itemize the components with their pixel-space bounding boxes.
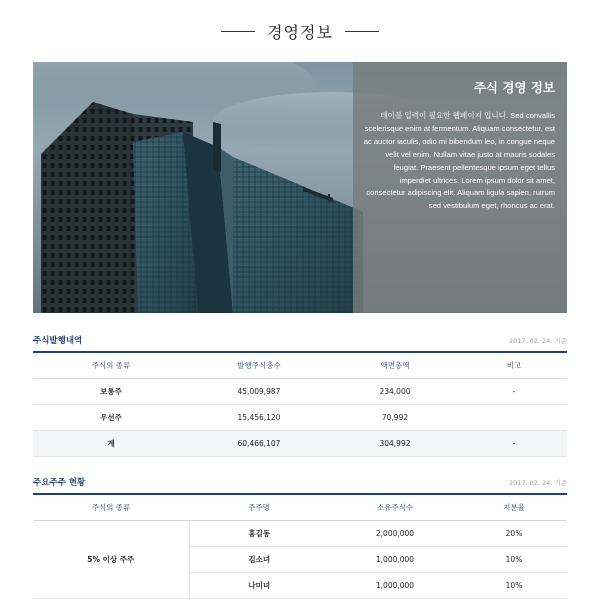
page-title: 경영정보 xyxy=(267,22,333,42)
hero-panel-body: 테이블 입력이 필요한 웹페이지 입니다. Sed convallis scelerisque enim at fermentum. Aliquam consectetur, est ac auctor iaculis, odio mi bibendum leo, in congue neque velit vel enim. Nullam vitae justo at mauris sodales feugiat. Praesent pellentesque ipsum eget tellus imperdiet ultrices. Lorem ipsum dolor sit amet, consectetur adipiscing elit. Aliquam ligula sapien, rutrum sed vestibulum eget, rhoncus ac erat. xyxy=(363,111,555,211)
hero-panel-title: 주식 경영 정보 xyxy=(473,80,555,95)
issuance-header xyxy=(33,329,567,351)
cell-ownership: 10% xyxy=(461,546,567,572)
table-row xyxy=(33,520,567,546)
hero-banner xyxy=(33,62,567,313)
column-header: 주식의 종류 xyxy=(33,494,189,520)
cell-ownership: 20% xyxy=(461,520,567,546)
cell-type: 계 xyxy=(33,430,189,456)
column-header: 액면총액 xyxy=(329,352,461,378)
cell-note: - xyxy=(461,378,567,404)
cell-type: 우선주 xyxy=(33,404,189,430)
cell-shares-owned: 1,000,000 xyxy=(329,572,461,598)
cell-face-value: 304,992 xyxy=(329,430,461,456)
table-header-row xyxy=(33,494,567,520)
shareholders-title: 주요주주 현황 xyxy=(33,478,86,488)
cell-ownership: 10% xyxy=(461,572,567,598)
heading-rule-right xyxy=(345,31,379,32)
issuance-date: 2017. 02. 24. 기준 xyxy=(508,336,567,345)
hero-info-panel xyxy=(353,62,567,313)
table-row xyxy=(33,404,567,430)
shareholders-section xyxy=(33,471,567,599)
page-heading xyxy=(0,0,600,62)
table-header-row xyxy=(33,352,567,378)
column-header: 발행주식총수 xyxy=(189,352,329,378)
heading-rule-left xyxy=(221,31,255,32)
cell-type: 보통주 xyxy=(33,378,189,404)
column-header: 지분율 xyxy=(461,494,567,520)
issuance-title: 주식발행내역 xyxy=(33,336,83,346)
cell-total-shares: 45,009,987 xyxy=(189,378,329,404)
shareholders-header xyxy=(33,471,567,493)
table-row xyxy=(33,378,567,404)
table-row-total xyxy=(33,430,567,456)
cell-face-value: 234,000 xyxy=(329,378,461,404)
column-header: 소유주식수 xyxy=(329,494,461,520)
column-header: 주식의 종류 xyxy=(33,352,189,378)
shareholders-table xyxy=(33,493,567,599)
column-header: 비고 xyxy=(461,352,567,378)
cell-face-value: 70,992 xyxy=(329,404,461,430)
cell-total-shares: 15,456,120 xyxy=(189,404,329,430)
issuance-table xyxy=(33,351,567,457)
cell-holder-name: 김소녀 xyxy=(189,546,329,572)
cell-holder-name: 홍길동 xyxy=(189,520,329,546)
cell-holder-name: 나미녀 xyxy=(189,572,329,598)
cell-shares-owned: 2,000,000 xyxy=(329,520,461,546)
column-header: 주주명 xyxy=(189,494,329,520)
issuance-section xyxy=(33,329,567,457)
shareholders-date: 2017. 02. 24. 기준 xyxy=(508,478,567,487)
cell-total-shares: 60,466,107 xyxy=(189,430,329,456)
cell-note: - xyxy=(461,430,567,456)
cell-shares-owned: 1,000,000 xyxy=(329,546,461,572)
cell-group-label: 5% 이상 주주 xyxy=(33,520,189,598)
cell-note xyxy=(461,404,567,430)
